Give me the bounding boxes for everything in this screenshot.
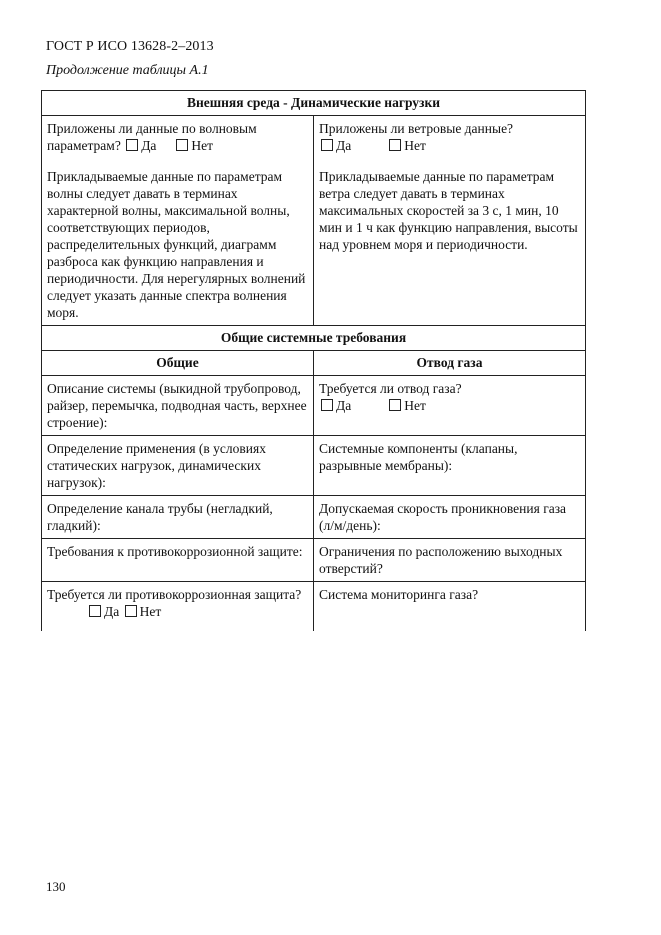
pipe-bore-cell: Определение канала трубы (негладкий, гладкий): <box>42 496 314 539</box>
requirements-table <box>41 90 586 631</box>
wind-yes-checkbox[interactable] <box>321 139 333 151</box>
system-description-cell: Описание системы (выкидной трубопровод, райзер, перемычка, подводная часть, верхнее строение): <box>42 376 314 436</box>
section-title-dynamic-loads: Внешняя среда - Динамические нагрузки <box>42 91 586 116</box>
wave-no-label: Нет <box>191 138 214 153</box>
column-header-general: Общие <box>42 351 314 376</box>
wave-data-note: Прикладываемые данные по параметрам волны следует давать в терминах характерной волны, максимальной волны, соответствующих периодов, распределительных функций, диаграмм разброса как функцию направления и периодичности. Для нерегулярных волнений следует указать данные спектра волнения моря. <box>47 169 306 320</box>
venting-no-checkbox[interactable] <box>389 399 401 411</box>
venting-yes-checkbox[interactable] <box>321 399 333 411</box>
application-definition-cell: Определение применения (в условиях статических нагрузок, динамических нагрузок): <box>42 436 314 496</box>
corrosion-yes-label: Да <box>104 604 120 619</box>
corrosion-protection-required-cell <box>42 582 314 632</box>
corrosion-protection-question: Требуется ли противокоррозионная защита? <box>47 587 302 602</box>
wind-data-note: Прикладываемые данные по параметрам ветра следует давать в терминах максимальных скоростей за 3 с, 1 мин, 10 мин и 1 ч как функцию направления, высоты над уровнем моря и периодичности. <box>319 169 578 252</box>
wind-data-cell <box>314 116 586 326</box>
wind-data-options <box>319 137 581 154</box>
wave-yes-label: Да <box>141 138 157 153</box>
section-title-general-requirements: Общие системные требования <box>42 326 586 351</box>
standard-number: ГОСТ Р ИСО 13628-2–2013 <box>46 39 214 54</box>
corrosion-no-checkbox[interactable] <box>125 605 137 617</box>
corrosion-protection-options <box>47 604 161 619</box>
venting-no-label: Нет <box>404 398 426 413</box>
page-number: 130 <box>46 879 66 894</box>
wind-yes-label: Да <box>336 138 352 153</box>
wave-data-question: Приложены ли данные по волновым параметрам? <box>47 121 257 153</box>
gas-monitoring-cell: Система мониторинга газа? <box>314 582 586 632</box>
wind-no-checkbox[interactable] <box>389 139 401 151</box>
wave-no-checkbox[interactable] <box>176 139 188 151</box>
wave-data-cell <box>42 116 314 326</box>
table-continuation-caption: Продолжение таблицы А.1 <box>46 63 209 78</box>
gas-venting-options <box>319 397 581 414</box>
wind-data-question: Приложены ли ветровые данные? <box>319 121 514 136</box>
system-components-cell: Системные компоненты (клапаны, разрывные мембраны): <box>314 436 586 496</box>
outlet-location-limits-cell: Ограничения по расположению выходных отверстий? <box>314 539 586 582</box>
gas-venting-required-cell <box>314 376 586 436</box>
gas-permeation-rate-cell: Допускаемая скорость проникновения газа (л/м/день): <box>314 496 586 539</box>
venting-yes-label: Да <box>336 398 352 413</box>
wave-yes-checkbox[interactable] <box>126 139 138 151</box>
corrosion-no-label: Нет <box>139 604 162 619</box>
wind-no-label: Нет <box>404 138 426 153</box>
column-header-gas-venting: Отвод газа <box>314 351 586 376</box>
corrosion-protection-requirements-cell: Требования к противокоррозионной защите: <box>42 539 314 582</box>
corrosion-yes-checkbox[interactable] <box>89 605 101 617</box>
wave-data-options <box>124 138 213 153</box>
gas-venting-question: Требуется ли отвод газа? <box>319 381 462 396</box>
